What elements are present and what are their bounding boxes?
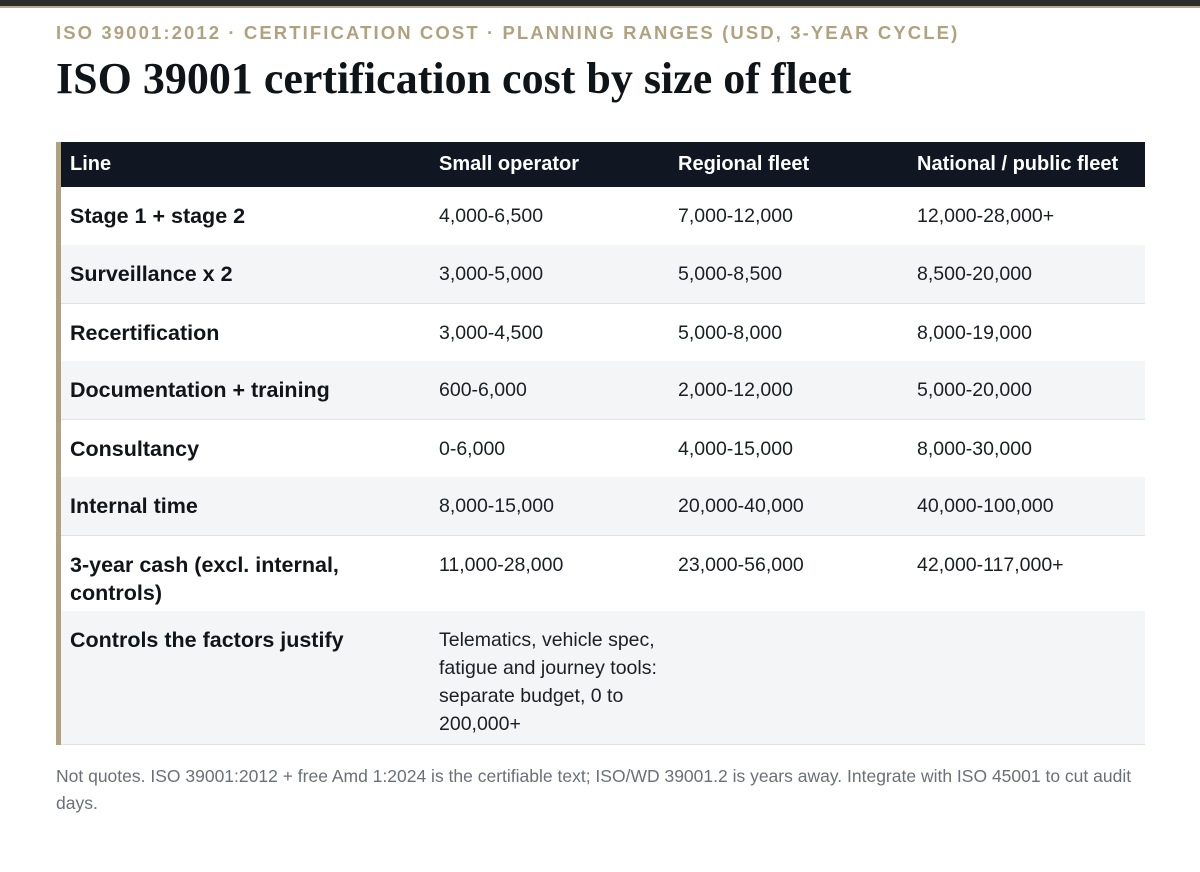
eyebrow-label: ISO 39001:2012 · CERTIFICATION COST · PLANNING RANGES (USD, 3-YEAR CYCLE) — [56, 22, 960, 43]
table-row — [61, 477, 1145, 535]
cell-national-fleet: 8,500-20,000 — [908, 245, 1145, 303]
cell-small-operator: 3,000-4,500 — [439, 321, 544, 344]
cell-regional-fleet — [669, 611, 908, 744]
column-header-national-fleet: National / public fleet — [917, 153, 1119, 175]
row-label: 3-year cash (excl. internal, controls) — [70, 552, 339, 605]
page-title: ISO 39001 certification cost by size of fleet — [56, 54, 852, 103]
column-header-small-operator: Small operator — [439, 153, 580, 175]
table-row — [61, 187, 1145, 245]
cell-national-fleet: 42,000-117,000+ — [917, 553, 1064, 576]
column-header-regional-fleet: Regional fleet — [678, 153, 810, 175]
cell-small-operator: Telematics, vehicle spec, fatigue and journey tools: separate budget, 0 to 200,000+ — [430, 611, 669, 744]
table-row — [61, 245, 1145, 303]
cell-regional-fleet: 4,000-15,000 — [678, 437, 793, 460]
cell-national-fleet: 12,000-28,000+ — [917, 205, 1055, 227]
row-label: Internal time — [61, 477, 430, 535]
cell-regional-fleet: 23,000-56,000 — [678, 553, 804, 576]
cell-small-operator: 8,000-15,000 — [430, 477, 669, 535]
column-header-line: Line — [70, 153, 112, 175]
cell-national-fleet: 40,000-100,000 — [908, 477, 1145, 535]
cell-national-fleet: 8,000-19,000 — [917, 321, 1032, 344]
table-row — [61, 303, 1145, 361]
cell-small-operator: 0-6,000 — [439, 437, 506, 460]
table-row — [61, 535, 1145, 611]
cell-national-fleet: 5,000-20,000 — [908, 361, 1145, 419]
table-row — [61, 419, 1145, 477]
row-label: Documentation + training — [61, 361, 430, 419]
top-rule — [0, 0, 1200, 8]
cell-regional-fleet: 2,000-12,000 — [669, 361, 908, 419]
row-label: Controls the factors justify — [61, 611, 430, 744]
cell-regional-fleet: 5,000-8,000 — [678, 321, 783, 344]
footnote: Not quotes. ISO 39001:2012 + free Amd 1:2024 is the certifiable text; ISO/WD 39001.2 is years away. Integrate with ISO 45001 to cut audit days. — [56, 766, 1132, 813]
row-label: Recertification — [70, 320, 220, 345]
cell-regional-fleet: 5,000-8,500 — [669, 245, 908, 303]
table-row — [61, 611, 1145, 744]
cell-regional-fleet: 7,000-12,000 — [678, 205, 793, 227]
cell-national-fleet: 8,000-30,000 — [917, 437, 1032, 460]
cell-small-operator: 600-6,000 — [430, 361, 669, 419]
table-header-row — [61, 142, 1145, 187]
row-label: Consultancy — [70, 436, 200, 461]
row-label: Stage 1 + stage 2 — [70, 204, 246, 228]
cost-table — [61, 142, 1145, 745]
cell-small-operator: 11,000-28,000 — [439, 553, 564, 576]
row-label: Surveillance x 2 — [61, 245, 430, 303]
cell-national-fleet — [908, 611, 1145, 744]
table-row — [61, 361, 1145, 419]
cost-table-container — [56, 142, 1145, 745]
cell-small-operator: 4,000-6,500 — [439, 205, 544, 227]
cell-regional-fleet: 20,000-40,000 — [669, 477, 908, 535]
cell-small-operator: 3,000-5,000 — [430, 245, 669, 303]
